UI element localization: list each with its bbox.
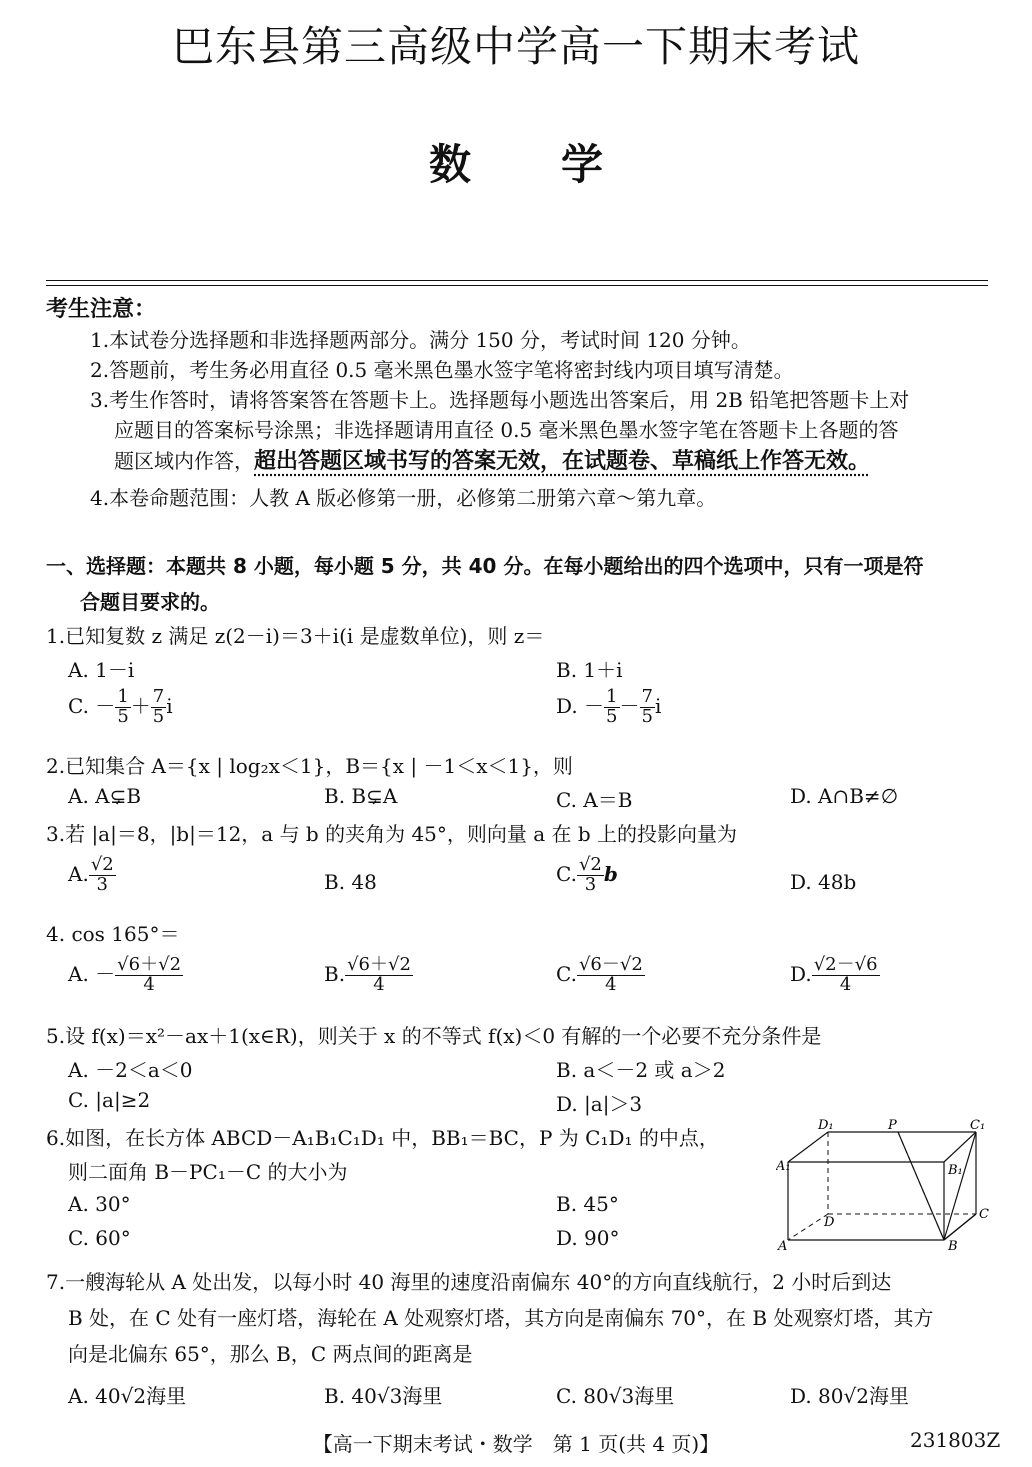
notice-item-3-cont: 应题目的答案标号涂黑；非选择题请用直径 0.5 毫米黑色墨水签字笔在答题卡上各题的答: [114, 418, 899, 442]
notice-item-4: 4.本卷命题范围：人教 A 版必修第一册，必修第二册第六章～第九章。: [90, 486, 717, 510]
q3-option-c: C. $\frac{√2}{3}$ b: [556, 854, 618, 895]
notice-heading: 考生注意：: [46, 297, 157, 322]
q2-option-d: D. A∩B≠∅: [790, 784, 899, 808]
notice-item-1: 1.本试卷分选择题和非选择题两部分。满分 150 分，考试时间 120 分钟。: [90, 328, 751, 352]
q4-option-b: B. $\frac{√6+√2}{4}$: [324, 954, 411, 995]
q3-option-d: D. 48b: [790, 870, 857, 894]
q6-stem: 6.如图，在长方体 ABCD－A₁B₁C₁D₁ 中，BB₁＝BC，P 为 C₁D₁ 的中点，: [46, 1126, 719, 1150]
q1-option-a: A. 1－i: [68, 658, 135, 682]
q3-option-a: A. $\frac{√2}{3}$: [68, 854, 114, 895]
q6-option-c: C. 60°: [68, 1226, 131, 1250]
q3-stem: 3.若 |a|＝8，|b|＝12，a 与 b 的夹角为 45°，则向量 a 在 b 上的投影向量为: [46, 822, 738, 846]
section-heading-cont: 合题目要求的。: [80, 590, 220, 614]
section-heading: 一、选择题：本题共 8 小题，每小题 5 分，共 40 分。在每小题给出的四个选项中，只有一项是符: [46, 554, 924, 578]
label-D: D: [824, 1215, 835, 1230]
q5-option-b: B. a＜－2 或 a＞2: [556, 1058, 726, 1082]
q7-option-b: B. 40√3海里: [324, 1384, 443, 1408]
cuboid-figure: [776, 1116, 996, 1256]
q4-option-a: A. － $\frac{√6+√2}{4}$: [68, 954, 182, 995]
notice-item-3: 3.考生作答时，请将答案答在答题卡上。选择题每小题选出答案后，用 2B 铅笔把答题卡上对: [90, 388, 910, 412]
subject-title: 数学: [428, 140, 693, 189]
q2-stem: 2.已知集合 A＝{x | log₂x＜1}，B＝{x | －1＜x＜1}，则: [46, 754, 573, 778]
notice-warning: 超出答题区域书写的答案无效，在试题卷、草稿纸上作答无效。: [254, 449, 871, 474]
label-A: A: [778, 1239, 788, 1254]
q7-stem-cont1: B 处，在 C 处有一座灯塔，海轮在 A 处观察灯塔，其方向是南偏东 70°，在 B 处观察灯塔，其方: [68, 1306, 934, 1330]
label-C: C: [979, 1207, 989, 1222]
q5-stem: 5.设 f(x)＝x²－ax＋1(x∈R)，则关于 x 的不等式 f(x)＜0 有解的一个必要不充分条件是: [46, 1024, 822, 1048]
q4-stem: 4. cos 165°＝: [46, 922, 180, 946]
q7-stem: 7.一艘海轮从 A 处出发，以每小时 40 海里的速度沿南偏东 40°的方向直线航行，2 小时后到达: [46, 1270, 892, 1294]
q3-option-b: B. 48: [324, 870, 377, 894]
label-D1: D₁: [818, 1118, 834, 1133]
q5-option-c: C. |a|≥2: [68, 1088, 151, 1112]
page-footer: 【高一下期末考试・数学 第 1 页(共 4 页)】: [312, 1432, 720, 1456]
divider-top: [46, 280, 988, 281]
label-A1: A₁: [776, 1159, 791, 1174]
q1-option-b: B. 1＋i: [556, 658, 623, 682]
notice-item-2: 2.答题前，考生务必用直径 0.5 毫米黑色墨水签字笔将密封线内项目填写清楚。: [90, 358, 794, 382]
notice-item-3-tail: 题区域内作答，: [114, 449, 254, 473]
notice-item-3-end: [114, 444, 870, 475]
q6-option-a: A. 30°: [68, 1192, 131, 1216]
q1-option-d: D. － $\frac{1}{5}$ － $\frac{7}{5}$ i: [556, 686, 662, 727]
divider-bottom: [46, 285, 988, 286]
label-P: P: [888, 1118, 897, 1133]
q1-option-c: C. － $\frac{1}{5}$ ＋ $\frac{7}{5}$ i: [68, 686, 173, 727]
q2-option-c: C. A＝B: [556, 788, 633, 812]
label-C1: C₁: [970, 1118, 986, 1133]
q2-option-a: A. A⊊B: [68, 784, 142, 808]
q5-option-a: A. －2＜a＜0: [68, 1058, 193, 1082]
q7-option-c: C. 80√3海里: [556, 1384, 675, 1408]
q2-option-b: B. B⊊A: [324, 784, 398, 808]
q7-stem-cont2: 向是北偏东 65°，那么 B，C 两点间的距离是: [68, 1342, 473, 1366]
paper-code: 231803Z: [910, 1428, 1001, 1452]
label-B: B: [948, 1239, 958, 1254]
label-B1: B₁: [948, 1163, 963, 1178]
q4-option-c: C. $\frac{√6-√2}{4}$: [556, 954, 643, 995]
q7-option-d: D. 80√2海里: [790, 1384, 909, 1408]
q7-option-a: A. 40√2海里: [68, 1384, 187, 1408]
q6-option-d: D. 90°: [556, 1226, 620, 1250]
q6-option-b: B. 45°: [556, 1192, 619, 1216]
q6-stem-cont: 则二面角 B－PC₁－C 的大小为: [68, 1160, 348, 1184]
q5-option-d: D. |a|＞3: [556, 1092, 643, 1116]
q4-option-d: D. $\frac{√2-√6}{4}$: [790, 954, 878, 995]
q1-stem: 1.已知复数 z 满足 z(2－i)＝3＋i(i 是虚数单位)，则 z＝: [46, 624, 545, 648]
exam-title: 巴东县第三高级中学高一下期末考试: [171, 22, 860, 71]
